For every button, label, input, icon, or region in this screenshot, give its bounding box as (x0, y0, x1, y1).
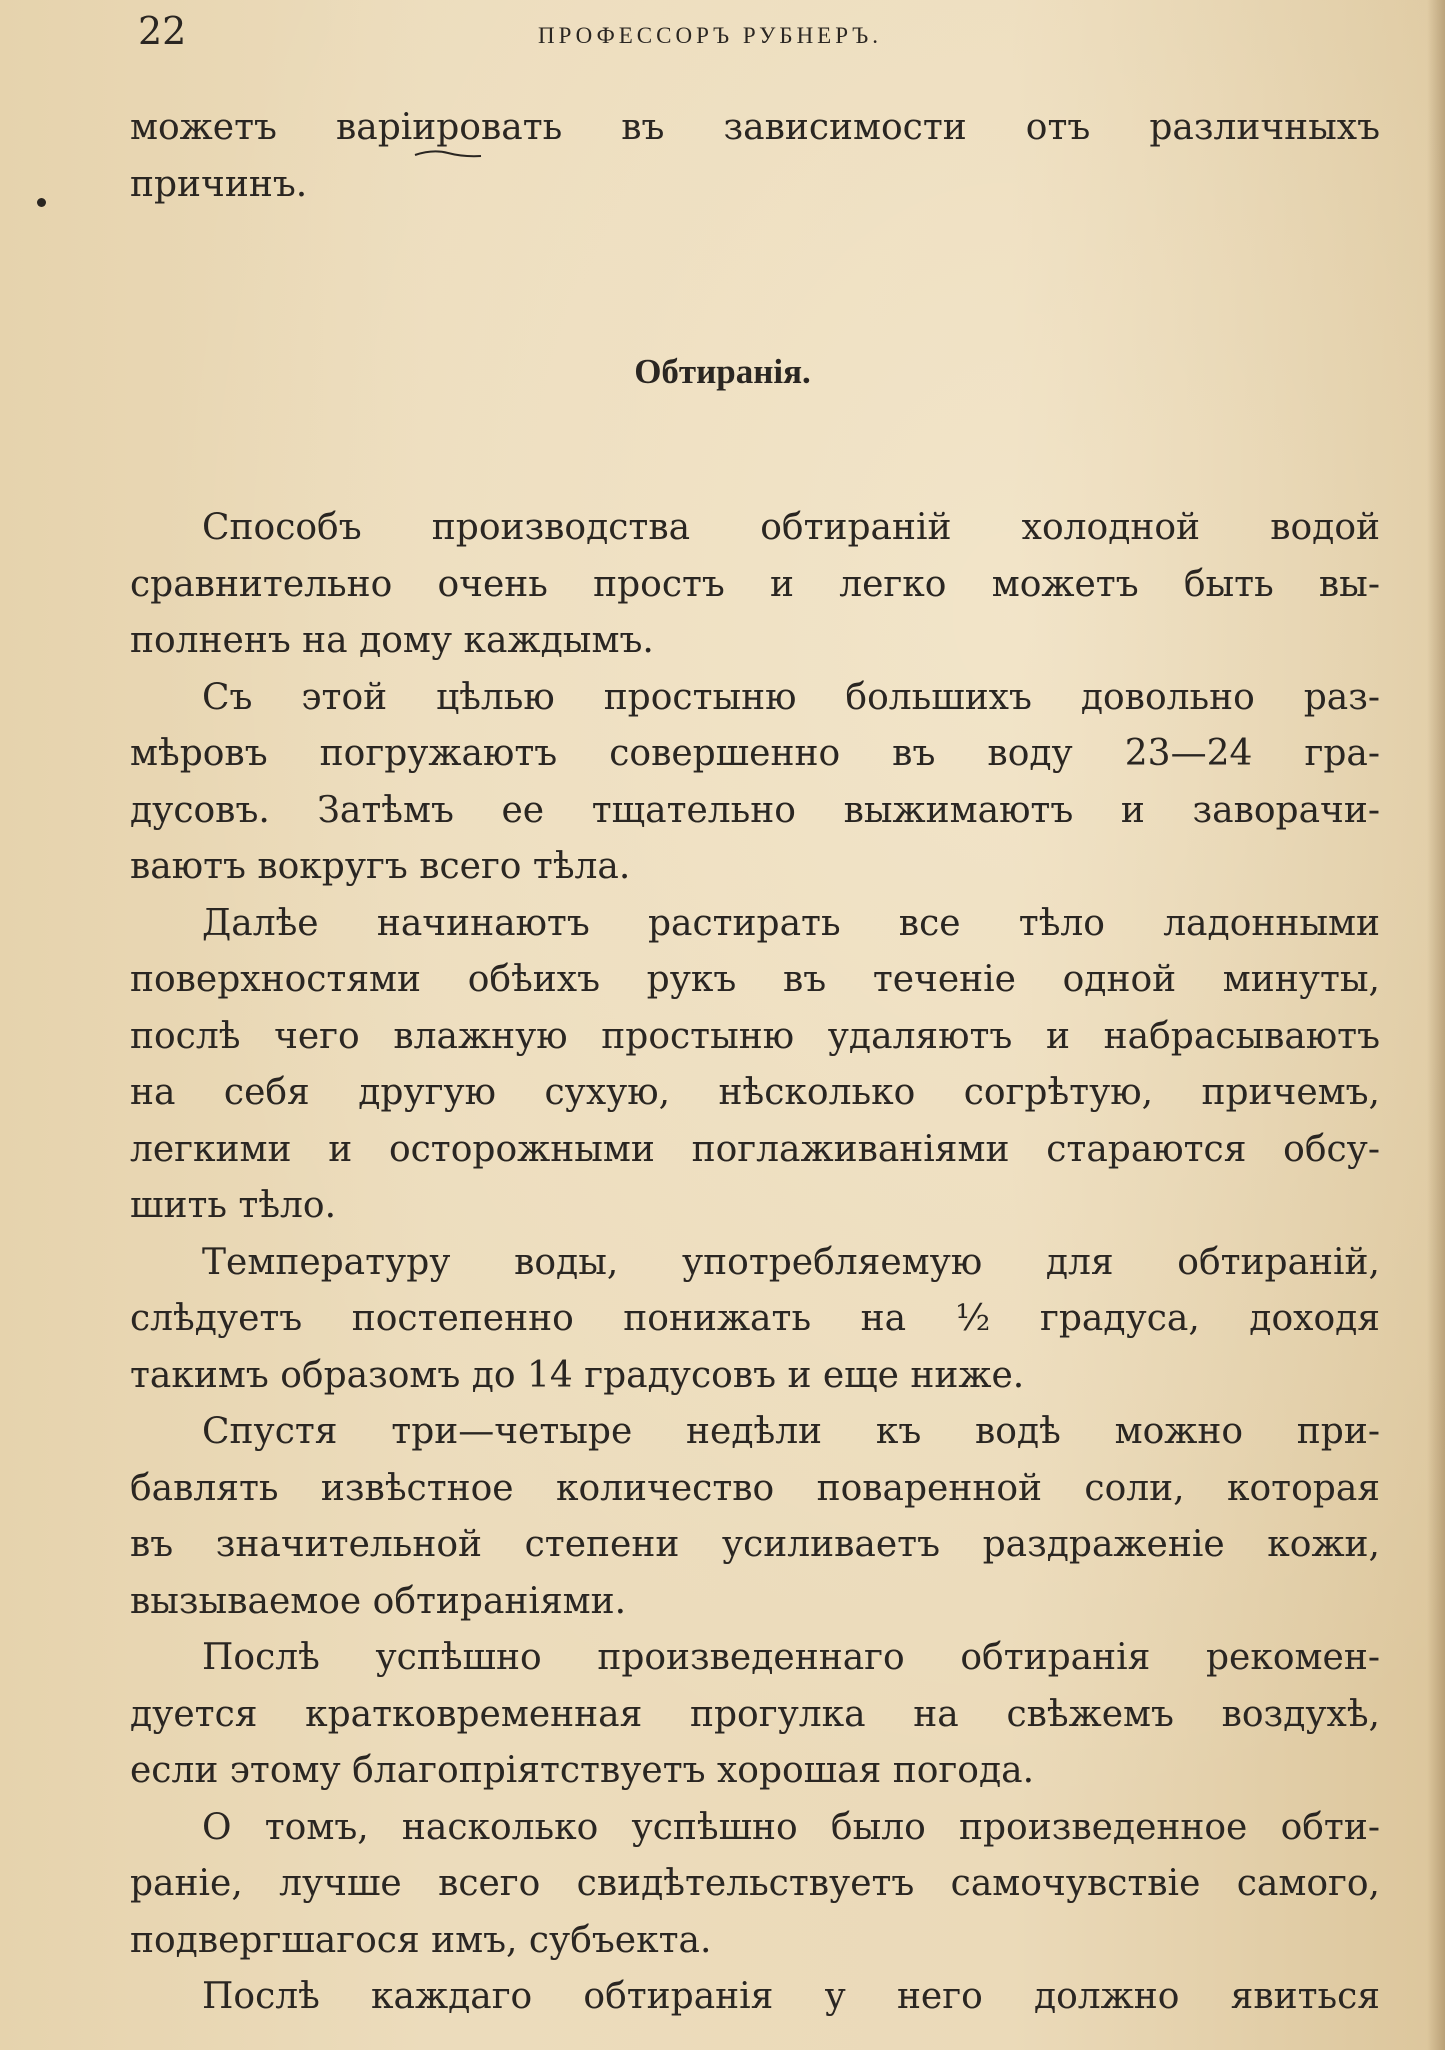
text-line: поверхностями обѣихъ рукъ въ теченіе одной минуты, (130, 959, 1380, 1000)
text-line: Температуру воды, употребляемую для обтираній, (202, 1241, 1380, 1283)
opening-text (130, 100, 1380, 213)
body-paragraph (130, 1630, 1380, 1800)
body-paragraph (130, 1969, 1380, 2026)
text-line: раніе, лучше всего свидѣтельствуетъ самочувствіе самого, (130, 1863, 1380, 1904)
text-line: дуется кратковременная прогулка на свѣжемъ воздухѣ, (130, 1693, 1380, 1735)
text-line: Съ этой цѣлью простыню большихъ довольно раз- (202, 676, 1380, 718)
text-line: подвергшагося имъ, субъекта. (130, 1919, 712, 1961)
body-paragraph (130, 1800, 1380, 1970)
text-line: причинъ. (130, 163, 308, 205)
page-header (138, 6, 1388, 56)
body-paragraph (130, 1235, 1380, 1405)
text-line: бавлять извѣстное количество поваренной соли, которая (130, 1467, 1380, 1509)
body-paragraph (130, 670, 1380, 896)
text-line: дусовъ. Затѣмъ ее тщательно выжимаютъ и заворачи- (130, 789, 1380, 831)
text-line: вызываемое обтираніями. (130, 1580, 627, 1622)
ink-dot (37, 198, 46, 207)
text-line: Послѣ каждаго обтиранія у него должно явиться (202, 1976, 1380, 2017)
page-number: 22 (138, 9, 187, 53)
text-line: послѣ чего влажную простыню удаляютъ и набрасываютъ (130, 1015, 1380, 1057)
text-line: полненъ на дому каждымъ. (130, 620, 654, 661)
text-line: можетъ варіировать въ зависимости отъ различныхъ (130, 107, 1380, 148)
text-line: Далѣе начинаютъ растирать все тѣло ладонными (202, 902, 1380, 944)
running-title: ПРОФЕССОРЪ РУБНЕРЪ. (538, 23, 883, 48)
text-line: О томъ, насколько успѣшно было произведенное обти- (202, 1806, 1380, 1848)
text-line: въ значительной степени усиливаетъ раздраженіе кожи, (130, 1524, 1380, 1565)
text-line: ваютъ вокругъ всего тѣла. (130, 846, 631, 887)
body-paragraph (130, 500, 1380, 670)
text-line: Спустя три—четыре недѣли къ водѣ можно при- (202, 1411, 1380, 1452)
text-line: мѣровъ погружаютъ совершенно въ воду 23—24 гра- (130, 733, 1380, 774)
text-line: шить тѣло. (130, 1185, 337, 1226)
text-line: такимъ образомъ до 14 градусовъ и еще ниже. (130, 1354, 1025, 1396)
body-paragraph (130, 1404, 1380, 1630)
text-line: слѣдуетъ постепенно понижать на ½ градуса, доходя (130, 1298, 1380, 1339)
opening-paragraph (130, 100, 1380, 213)
text-line: если этому благопріятствуетъ хорошая погода. (130, 1750, 1035, 1791)
body-paragraph (130, 896, 1380, 1235)
text-line: сравнительно очень простъ и легко можетъ быть вы- (130, 563, 1380, 605)
section-title: Обтиранія. (634, 352, 811, 391)
text-line: на себя другую сухую, нѣсколько согрѣтую, причемъ, (130, 1072, 1380, 1113)
text-line: Послѣ успѣшно произведеннаго обтиранія рекомен- (202, 1637, 1380, 1678)
text-line: легкими и осторожными поглаживаніями стараются обсу- (130, 1128, 1380, 1170)
body-text (130, 500, 1380, 2026)
text-line: Способъ производства обтираній холодной водой (202, 507, 1380, 548)
